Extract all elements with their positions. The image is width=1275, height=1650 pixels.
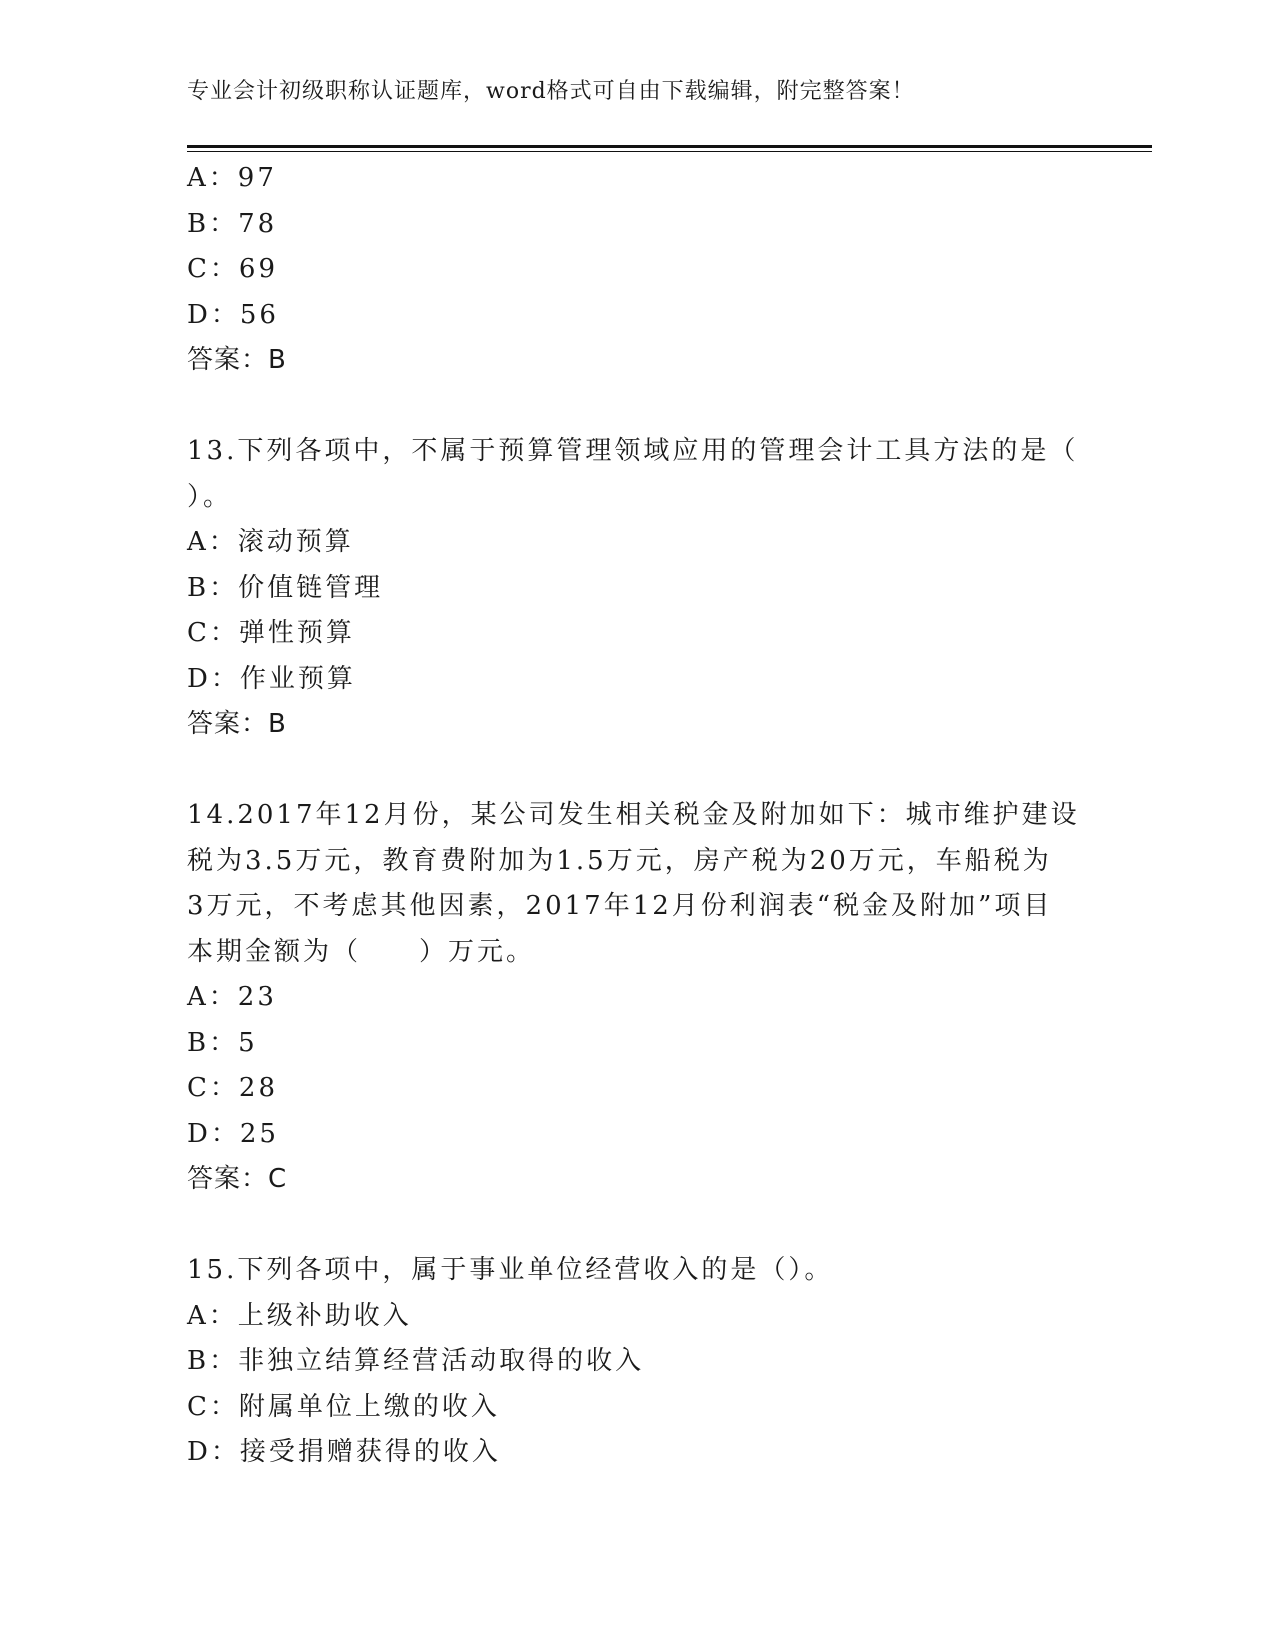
option-text: 97	[237, 163, 277, 193]
header-rule-thin	[187, 151, 1152, 152]
question-text-line: 税为3.5万元，教育费附加为1.5万元，房产税为20万元，车船税为	[187, 845, 1052, 876]
spacer	[187, 384, 1087, 430]
option-label: A：	[187, 163, 238, 193]
option-text: 弹性预算	[238, 618, 355, 648]
option-b	[187, 566, 1087, 612]
option-text: 附属单位上缴的收入	[238, 1391, 500, 1422]
option-c	[187, 247, 1087, 293]
question-content	[187, 156, 1087, 1476]
question-14	[187, 793, 1087, 1203]
option-text: 56	[239, 299, 279, 330]
question-13	[187, 429, 1087, 748]
question-text-line: 15.下列各项中，属于事业单位经营收入的是（）。	[187, 1255, 834, 1285]
spacer	[187, 1203, 1087, 1249]
option-label: B：	[187, 1027, 239, 1058]
answer: 答案：B	[187, 345, 287, 375]
option-a	[187, 975, 1087, 1021]
option-text: 78	[238, 208, 278, 239]
option-text: 作业预算	[239, 663, 356, 694]
option-a	[187, 520, 1087, 566]
option-label: A：	[187, 527, 238, 557]
option-b	[187, 202, 1087, 248]
option-c	[187, 1066, 1087, 1112]
option-label: C：	[187, 254, 239, 284]
option-text: 25	[239, 1118, 279, 1149]
option-text: 23	[237, 982, 277, 1012]
option-text: 69	[238, 254, 278, 284]
option-label: D：	[187, 663, 240, 694]
option-text: 上级补助收入	[237, 1300, 412, 1331]
option-label: A：	[187, 982, 238, 1012]
option-d	[187, 293, 1087, 339]
option-label: D：	[187, 1118, 240, 1149]
option-d	[187, 1112, 1087, 1158]
option-a	[187, 1294, 1087, 1340]
option-a	[187, 156, 1087, 202]
option-label: B：	[187, 208, 239, 239]
option-d	[187, 657, 1087, 703]
option-label: B：	[187, 572, 239, 603]
option-b	[187, 1021, 1087, 1067]
option-d	[187, 1430, 1087, 1476]
option-text: 价值链管理	[238, 572, 384, 603]
option-text: 接受捐赠获得的收入	[239, 1437, 501, 1467]
question-text-line: ）。	[187, 481, 233, 512]
question-text-line: 3万元，不考虑其他因素，2017年12月份利润表“税金及附加”项目	[187, 891, 1053, 921]
question-12	[187, 156, 1087, 384]
option-label: D：	[187, 299, 240, 330]
option-text: 非独立结算经营活动取得的收入	[238, 1346, 645, 1376]
page-header: 专业会计初级职称认证题库，word格式可自由下载编辑，附完整答案！	[187, 79, 915, 104]
option-c	[187, 611, 1087, 657]
answer: 答案：C	[187, 1164, 288, 1194]
option-label: D：	[187, 1437, 240, 1467]
question-text-line: 14.2017年12月份，某公司发生相关税金及附加如下：城市维护建设	[187, 800, 1080, 830]
option-text: 5	[238, 1027, 258, 1058]
answer: 答案：B	[187, 709, 287, 739]
question-15	[187, 1248, 1087, 1476]
question-text-line: 本期金额为（ ）万元。	[187, 936, 536, 967]
option-text: 28	[238, 1073, 278, 1103]
option-c	[187, 1385, 1087, 1431]
option-label: C：	[187, 618, 239, 648]
question-text-line: 13.下列各项中，不属于预算管理领域应用的管理会计工具方法的是（	[187, 436, 1079, 466]
option-label: A：	[187, 1300, 238, 1331]
header-rule-thick	[187, 145, 1152, 148]
option-label: C：	[187, 1073, 239, 1103]
option-text: 滚动预算	[237, 527, 354, 557]
spacer	[187, 748, 1087, 794]
option-label: C：	[187, 1391, 239, 1422]
option-b	[187, 1339, 1087, 1385]
option-label: B：	[187, 1346, 239, 1376]
